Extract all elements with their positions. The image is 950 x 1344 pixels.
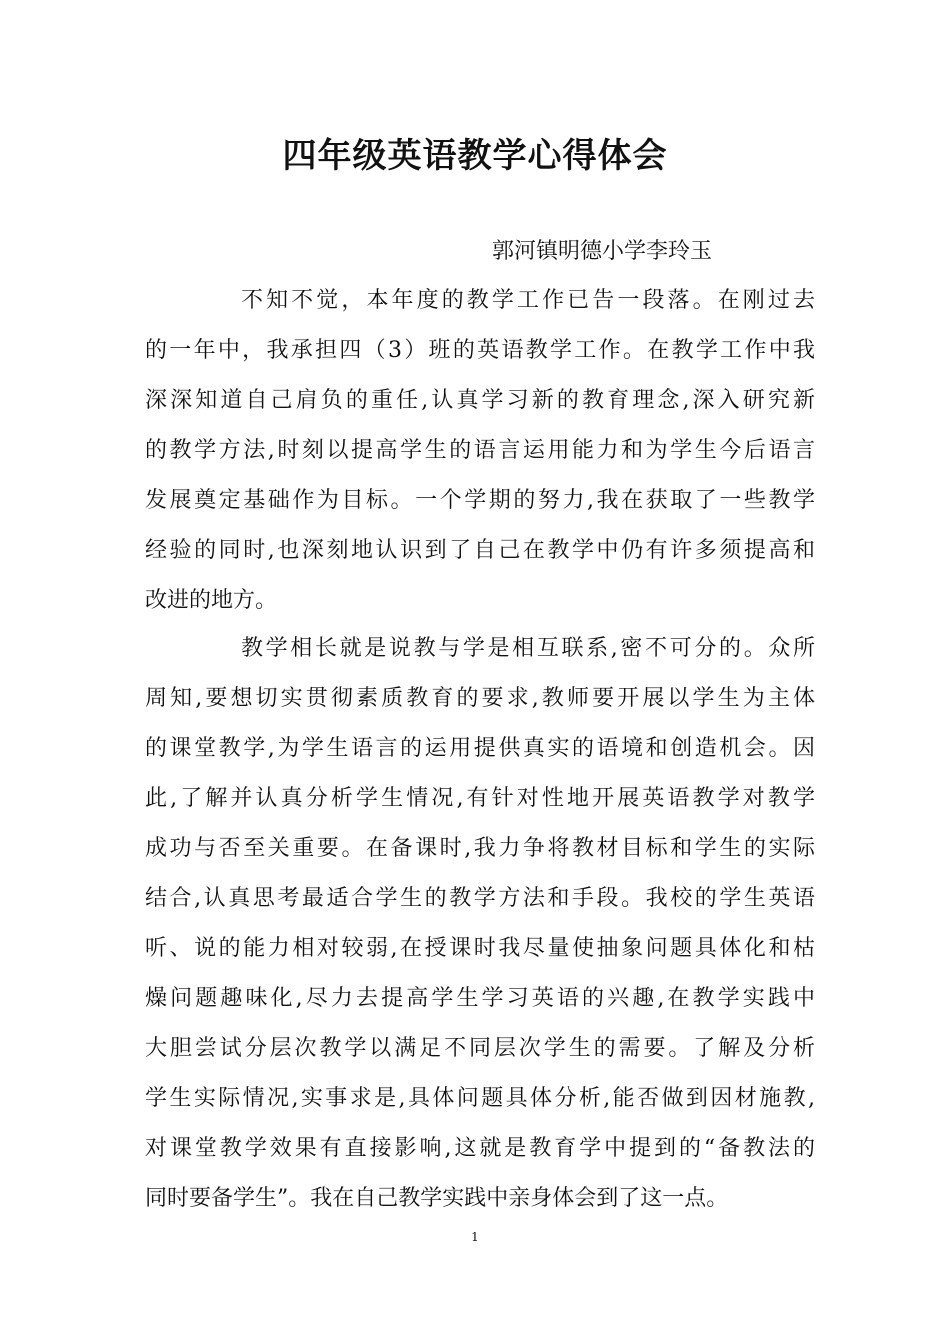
paragraph-line: 的课堂教学,为学生语言的运用提供真实的语境和创造机会。因 <box>145 736 815 761</box>
paragraph-line: 经验的同时,也深刻地认识到了自己在教学中仍有许多须提高和 <box>145 538 815 563</box>
paragraph-line: 的教学方法,时刻以提高学生的语言运用能力和为学生今后语言 <box>145 438 815 463</box>
paragraph-line: 此,了解并认真分析学生情况,有针对性地开展英语教学对教学 <box>145 786 815 811</box>
paragraph-line: 改进的地方。 <box>145 588 278 613</box>
paragraph-line: 发展奠定基础作为目标。一个学期的努力,我在获取了一些教学 <box>145 488 815 513</box>
paragraph-line: 大胆尝试分层次教学以满足不同层次学生的需要。了解及分析 <box>145 1036 815 1061</box>
paragraph-line: 的一年中，我承担四（3）班的英语教学工作。在教学工作中我 <box>145 338 815 363</box>
paragraph-line: 成功与否至关重要。在备课时,我力争将教材目标和学生的实际 <box>145 836 815 861</box>
paragraph-line: 教学相长就是说教与学是相互联系,密不可分的。众所 <box>241 636 815 661</box>
paragraph-line: 学生实际情况,实事求是,具体问题具体分析,能否做到因材施教, <box>145 1086 815 1111</box>
paragraph-2 <box>145 624 815 1224</box>
paragraph-line: 结合,认真思考最适合学生的教学方法和手段。我校的学生英语 <box>145 886 815 911</box>
paragraph-line: 听、说的能力相对较弱,在授课时我尽量使抽象问题具体化和枯 <box>145 936 815 961</box>
page-number: 1 <box>471 1230 479 1244</box>
paragraph-1 <box>145 276 815 626</box>
paragraph-line: 燥问题趣味化,尽力去提高学生学习英语的兴趣,在教学实践中 <box>145 986 815 1011</box>
document-title: 四年级英语教学心得体会 <box>282 136 668 176</box>
paragraph-line: 深深知道自己肩负的重任,认真学习新的教育理念,深入研究新 <box>145 388 815 413</box>
paragraph-line: 对课堂教学效果有直接影响,这就是教育学中提到的“备教法的 <box>145 1136 815 1161</box>
paragraph-line: 周知,要想切实贯彻素质教育的要求,教师要开展以学生为主体 <box>145 686 815 711</box>
author-line: 郭河镇明德小学李玲玉 <box>492 239 713 264</box>
paragraph-line: 不知不觉，本年度的教学工作已告一段落。在刚过去 <box>241 288 815 313</box>
paragraph-line: 同时要备学生”。我在自己教学实践中亲身体会到了这一点。 <box>145 1186 729 1211</box>
